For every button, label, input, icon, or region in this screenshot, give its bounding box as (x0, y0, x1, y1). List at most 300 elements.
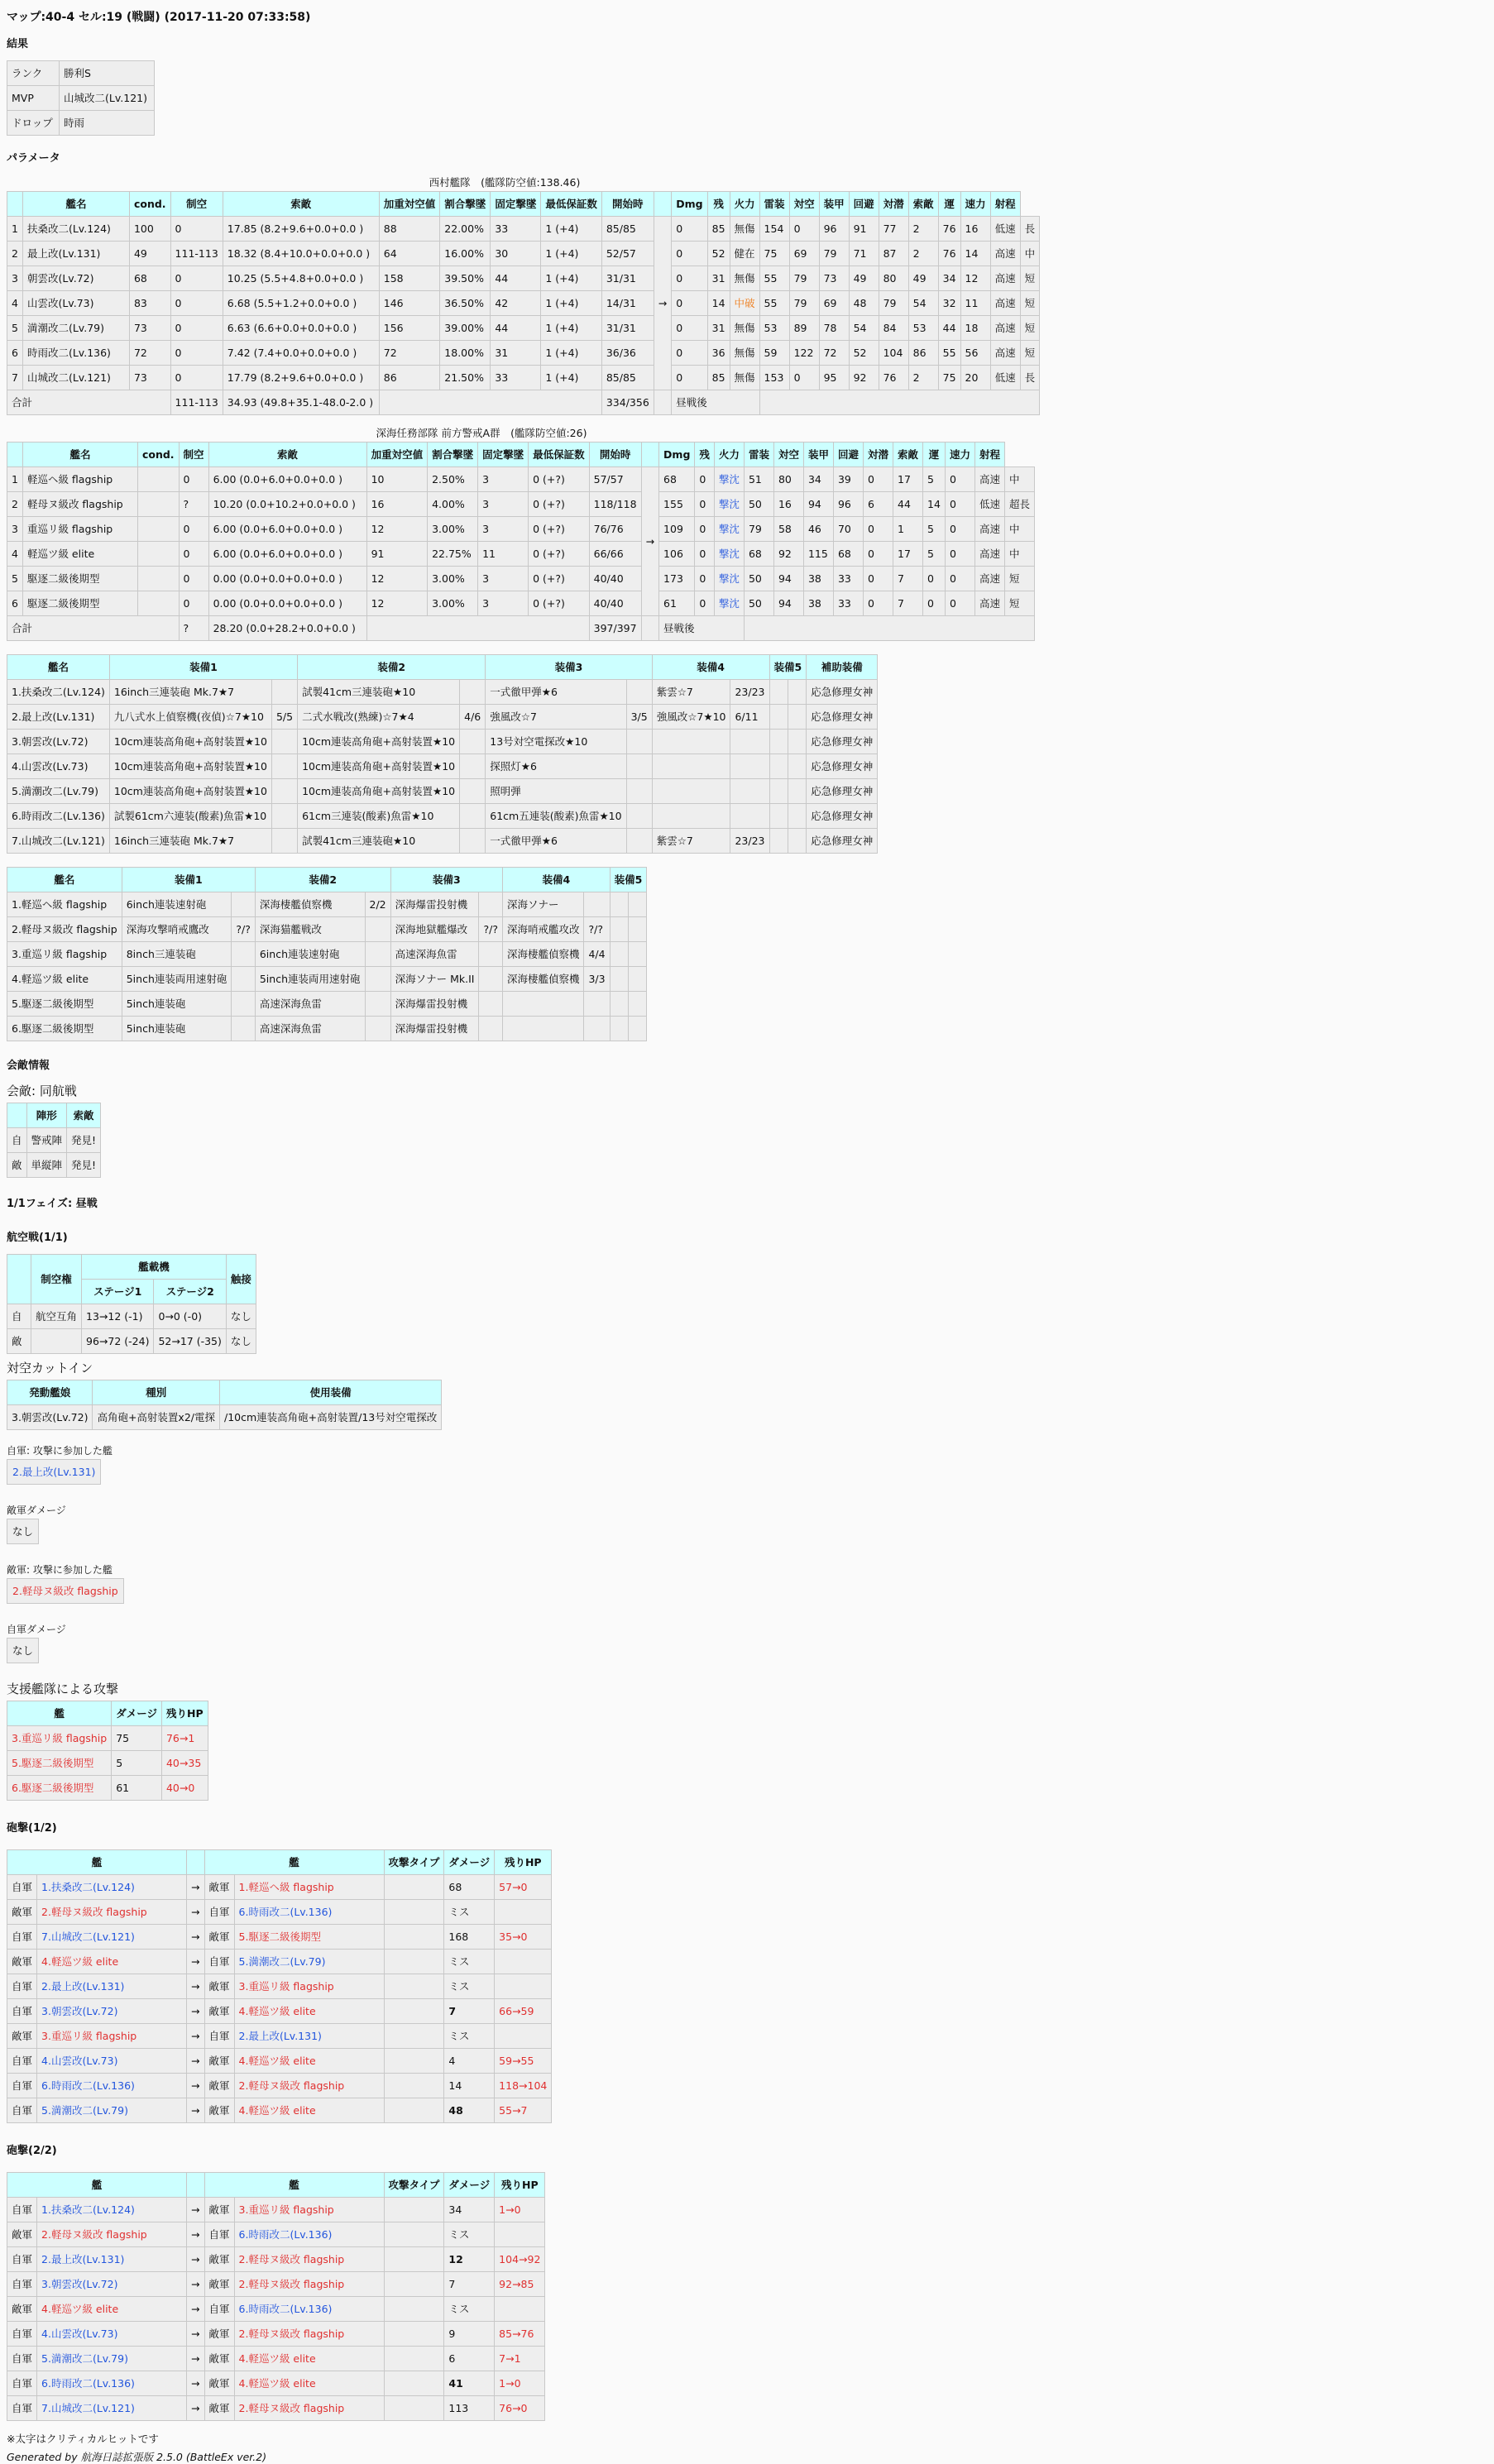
friendly-header-cell: 対潜 (879, 192, 908, 217)
equip-cell: 強風改☆7★10 (652, 705, 730, 730)
shelling-target: 4.軽巡ツ級 elite (234, 2371, 384, 2396)
fleet-cell: 14/31 (601, 291, 654, 316)
friendly-header-cell: 開始時 (601, 192, 654, 217)
fleet-cell: 83 (129, 291, 170, 316)
battle-report (7, 7, 1487, 2464)
enemy-header-cell: 残 (695, 443, 715, 467)
shelling-target: 2.軽母ヌ級改 flagship (234, 2247, 384, 2272)
equip-cell (626, 779, 652, 804)
fleet-cell: 91 (366, 542, 428, 567)
fleet-cell: 山雲改(Lv.73) (22, 291, 129, 316)
equip-cell (479, 992, 502, 1017)
shelling-remaining-hp (495, 1974, 552, 1999)
shelling-arrow: → (187, 2272, 204, 2297)
fleet-cell: 76 (879, 366, 908, 390)
fleet-cell: 39 (833, 467, 863, 492)
shelling-row (7, 2222, 545, 2247)
equip-header-cell: 装備3 (486, 655, 652, 680)
fleet-cell: 中 (1020, 242, 1040, 266)
equip-cell (788, 779, 806, 804)
equip-cell: 試製41cm三連装砲★10 (298, 680, 460, 705)
fleet-cell: 2 (908, 366, 938, 390)
shelling-remaining-hp: 118→104 (495, 2074, 552, 2098)
aaci-heading: 対空カットイン (7, 1361, 93, 1376)
fleet-cell: 56 (960, 341, 990, 366)
friendly-header-cell: 索敵 (223, 192, 379, 217)
shelling-damage: 6 (444, 2347, 495, 2371)
fleet-cell: 0 (695, 567, 715, 591)
aaci-table (7, 1380, 442, 1430)
friendly-header-cell: 対空 (789, 192, 819, 217)
fleet-cell: 無傷 (730, 266, 759, 291)
fleet-cell: 57/57 (589, 467, 641, 492)
aaci-cell: 高角砲+高射装置x2/電探 (93, 1405, 220, 1430)
friendly-header-cell: cond. (129, 192, 170, 217)
equip-cell: 強風改☆7 (486, 705, 626, 730)
fleet-cell: 7 (893, 591, 923, 616)
shelling-attacker: 4.軽巡ツ級 elite (37, 2297, 187, 2322)
shelling-attacker: 2.最上改(Lv.131) (37, 2247, 187, 2272)
equip-cell (271, 779, 297, 804)
equip-cell (628, 942, 646, 967)
shelling-arrow: → (187, 2198, 204, 2222)
fleet-cell: 0.00 (0.0+0.0+0.0+0.0 ) (208, 591, 366, 616)
fleet-cell: 撃沈 (714, 542, 744, 567)
air-friendly-attacker: 2.最上改(Lv.131) (7, 1459, 101, 1485)
shelling-attacker-side: 自軍 (7, 1999, 37, 2024)
shelling-arrow: → (187, 2247, 204, 2272)
fleet-cell: 0 (179, 542, 208, 567)
air-enemy-damage-label: 敵軍ダメージ (7, 1505, 66, 1516)
equip-cell: 5/5 (271, 705, 297, 730)
equip-cell: 深海爆雷投射機 (390, 1017, 479, 1041)
fleet-cell: 72 (819, 341, 849, 366)
shelling-attacker-side: 自軍 (7, 2049, 37, 2074)
aaci-cell: /10cm連装高角砲+高射装置/13号対空電探改 (220, 1405, 442, 1430)
fleet-cell: 17.79 (8.2+9.6+0.0+0.0 ) (223, 366, 379, 390)
equip-cell: 2/2 (365, 892, 390, 917)
fleet-cell: 超長 (1004, 492, 1034, 517)
equip-cell: 10cm連装高角砲+高射装置★10 (298, 730, 460, 754)
fleet-cell: 85/85 (601, 217, 654, 242)
fleet-cell: 10.25 (5.5+4.8+0.0+0.0 ) (223, 266, 379, 291)
fleet-row (7, 591, 1035, 616)
fleet-cell: 69 (789, 242, 819, 266)
equip-cell: 16inch三連装砲 Mk.7★7 (109, 829, 271, 854)
shelling-arrow: → (187, 2347, 204, 2371)
fleet-cell: 0 (945, 591, 974, 616)
shelling-attack-type (384, 2222, 444, 2247)
equip-cell (730, 804, 769, 829)
fleet-cell: 16 (960, 217, 990, 242)
fleet-cell: 30 (491, 242, 541, 266)
fleet-total-label: 合計 (7, 390, 171, 415)
air-header-cell: 触接 (226, 1255, 256, 1304)
equip-cell (628, 967, 646, 992)
friendly-fleet-caption: 西村艦隊 (艦隊防空値:138.46) (429, 176, 581, 189)
equip-cell: 2.軽母ヌ級改 flagship (7, 917, 122, 942)
equip-cell (365, 917, 390, 942)
fleet-cell: 31 (491, 341, 541, 366)
generator-credit: Generated by 航海日誌拡張版 2.5.0 (BattleEx ver.2) (7, 2451, 267, 2463)
fleet-cell: 89 (789, 316, 819, 341)
equip-cell (460, 730, 486, 754)
equip-cell: 紫雲☆7 (652, 680, 730, 705)
shelling-damage: ミス (444, 1974, 495, 1999)
encounter-header-cell: 陣形 (26, 1103, 67, 1128)
fleet-cell: 撃沈 (714, 492, 744, 517)
encounter-row (7, 1128, 101, 1153)
shelling-attacker-side: 敵軍 (7, 2024, 37, 2049)
shelling-target-side: 自軍 (204, 2024, 234, 2049)
equip-cell: 高速深海魚雷 (255, 1017, 365, 1041)
support-row (7, 1776, 208, 1801)
air-header-cell: 艦載機 (82, 1255, 227, 1280)
fleet-cell: 0 (695, 591, 715, 616)
fleet-cell: 中破 (730, 291, 759, 316)
support-hp: 40→35 (161, 1751, 208, 1776)
fleet-cell: 64 (379, 242, 440, 266)
shelling-target: 3.重巡リ級 flagship (234, 2198, 384, 2222)
fleet-cell: 154 (759, 217, 789, 242)
equip-header-cell: 装備2 (255, 868, 390, 892)
fleet-cell: 0 (864, 591, 893, 616)
equip-cell: 応急修理女神 (807, 829, 878, 854)
fleet-cell: 重巡リ級 flagship (22, 517, 137, 542)
shelling-target: 1.軽巡ヘ級 flagship (234, 1875, 384, 1900)
equip-cell: 23/23 (730, 680, 769, 705)
shelling-damage: ミス (444, 2024, 495, 2049)
equip-cell (365, 992, 390, 1017)
shelling-header-cell: 攻撃タイプ (384, 2173, 444, 2198)
equip-cell (788, 705, 806, 730)
shelling-arrow: → (187, 1950, 204, 1974)
fleet-total-spacer (641, 616, 658, 641)
equip-cell (626, 804, 652, 829)
fleet-cell: 14 (707, 291, 730, 316)
fleet-cell: 77 (879, 217, 908, 242)
equip-cell: 二式水戦改(熟練)☆7★4 (298, 705, 460, 730)
shelling-target-side: 敵軍 (204, 1875, 234, 1900)
equip-row (7, 804, 878, 829)
fleet-cell: 中 (1004, 542, 1034, 567)
shelling-target: 2.軽母ヌ級改 flagship (234, 2074, 384, 2098)
fleet-cell: 1 (+4) (541, 242, 602, 266)
equip-header-cell: 艦名 (7, 655, 110, 680)
fleet-total-spacer (379, 390, 601, 415)
fleet-cell: 3.00% (428, 567, 478, 591)
fleet-row (7, 242, 1040, 266)
fleet-total-hp: 334/356 (601, 390, 654, 415)
enemy-header-cell (641, 443, 658, 467)
equip-cell: 深海猫艦戦改 (255, 917, 365, 942)
shelling-attack-type (384, 2396, 444, 2421)
fleet-cell: 時雨改二(Lv.136) (22, 341, 129, 366)
shelling-remaining-hp: 57→0 (495, 1875, 552, 1900)
fleet-cell: 1 (+4) (541, 341, 602, 366)
result-table (7, 60, 155, 136)
fleet-cell: 0 (170, 291, 223, 316)
equip-cell (652, 804, 730, 829)
fleet-cell: 79 (744, 517, 773, 542)
shelling-arrow: → (187, 1974, 204, 1999)
equip-cell (271, 754, 297, 779)
shelling-arrow: → (187, 1925, 204, 1950)
fleet-row (7, 542, 1035, 567)
equip-cell: 6inch連装速射砲 (122, 892, 232, 917)
air-enemy-attacker: 2.軽母ヌ級改 flagship (7, 1578, 124, 1604)
fleet-cell: 55 (759, 266, 789, 291)
shelling-target: 6.時雨改二(Lv.136) (234, 1900, 384, 1925)
result-label: ランク (7, 61, 60, 86)
shelling-arrow: → (187, 2024, 204, 2049)
shelling-row (7, 1875, 552, 1900)
fleet-cell (137, 542, 179, 567)
fleet-cell: 1 (+4) (541, 266, 602, 291)
air-cell: 0→0 (-0) (154, 1304, 226, 1329)
fleet-cell: 高速 (974, 591, 1004, 616)
fleet-cell: 20 (960, 366, 990, 390)
fleet-cell: 0 (672, 266, 707, 291)
fleet-cell: 17 (893, 467, 923, 492)
equip-cell: 1.扶桑改二(Lv.124) (7, 680, 110, 705)
shelling-remaining-hp: 59→55 (495, 2049, 552, 2074)
fleet-cell: 5 (923, 467, 946, 492)
fleet-row (7, 467, 1035, 492)
equip-header (7, 655, 878, 680)
fleet-cell: 7 (893, 567, 923, 591)
shelling-damage: 68 (444, 1875, 495, 1900)
encounter-header (7, 1103, 101, 1128)
equip-cell (628, 917, 646, 942)
fleet-cell: 40/40 (589, 591, 641, 616)
fleet-cell: 38 (803, 567, 833, 591)
shelling-target: 4.軽巡ツ級 elite (234, 2347, 384, 2371)
friendly-fleet-table (7, 191, 1040, 415)
enemy-fleet-table (7, 442, 1035, 641)
fleet-cell: 1 (7, 217, 23, 242)
fleet-cell: 84 (879, 316, 908, 341)
equip-cell: 応急修理女神 (807, 804, 878, 829)
fleet-cell: 52/57 (601, 242, 654, 266)
shelling-remaining-hp: 7→1 (495, 2347, 545, 2371)
fleet-cell: 撃沈 (714, 517, 744, 542)
shelling-attacker: 4.山雲改(Lv.73) (37, 2049, 187, 2074)
fleet-cell: 長 (1020, 217, 1040, 242)
fleet-cell: 36 (707, 341, 730, 366)
shelling-target-side: 敵軍 (204, 2074, 234, 2098)
fleet-cell: 61 (659, 591, 695, 616)
friendly-equipment-table (7, 654, 878, 854)
equip-row (7, 730, 878, 754)
shelling-damage: 34 (444, 2198, 495, 2222)
equip-cell (232, 992, 255, 1017)
equip-cell: 16inch三連装砲 Mk.7★7 (109, 680, 271, 705)
fleet-total-los: 28.20 (0.0+28.2+0.0+0.0 ) (208, 616, 366, 641)
fleet-cell: 4.00% (428, 492, 478, 517)
fleet-cell: 58 (773, 517, 803, 542)
equip-cell (460, 680, 486, 705)
friendly-header-cell: 火力 (730, 192, 759, 217)
equip-cell (610, 992, 628, 1017)
friendly-header-cell (7, 192, 23, 217)
fleet-total-spacer (366, 616, 589, 641)
enemy-header-cell: 火力 (714, 443, 744, 467)
fleet-cell: 6 (7, 591, 23, 616)
shelling-damage: ミス (444, 2297, 495, 2322)
shelling-header-cell: 攻撃タイプ (384, 1850, 444, 1875)
air-cell: 自 (7, 1304, 31, 1329)
fleet-cell: 高速 (990, 291, 1020, 316)
fleet-cell: 95 (819, 366, 849, 390)
friendly-header-cell: 索敵 (908, 192, 938, 217)
air-cell: なし (226, 1329, 256, 1354)
fleet-cell: 85 (707, 366, 730, 390)
fleet-cell: 16 (773, 492, 803, 517)
shelling-arrow: → (187, 2222, 204, 2247)
shelling-remaining-hp: 76→0 (495, 2396, 545, 2421)
fleet-cell: 17 (893, 542, 923, 567)
fleet-cell: 無傷 (730, 217, 759, 242)
fleet-cell: 0 (789, 366, 819, 390)
support-header-cell: ダメージ (112, 1701, 162, 1726)
fleet-cell: 12 (366, 591, 428, 616)
shelling-row (7, 1974, 552, 1999)
shelling-attacker: 6.時雨改二(Lv.136) (37, 2371, 187, 2396)
equip-header-cell: 装備3 (390, 868, 502, 892)
encounter-cell: 発見! (67, 1153, 101, 1178)
fleet-cell: 100 (129, 217, 170, 242)
shelling-attack-type (384, 2049, 444, 2074)
shelling-header-cell: 残りHP (495, 2173, 545, 2198)
air-cell: 航空互角 (31, 1304, 82, 1329)
friendly-header-cell: 加重対空値 (379, 192, 440, 217)
shelling-attacker: 4.軽巡ツ級 elite (37, 1950, 187, 1974)
shelling-arrow: → (187, 1999, 204, 2024)
fleet-cell: 111-113 (170, 242, 223, 266)
fleet-cell: 高速 (990, 242, 1020, 266)
fleet-cell: 0 (+?) (529, 542, 590, 567)
fleet-cell: 扶桑改二(Lv.124) (22, 217, 129, 242)
fleet-cell: 96 (833, 492, 863, 517)
equip-cell: 高速深海魚雷 (255, 992, 365, 1017)
fleet-cell: 36.50% (440, 291, 491, 316)
shelling-target-side: 敵軍 (204, 2322, 234, 2347)
shelling-arrow: → (187, 2098, 204, 2123)
fleet-cell: 0 (672, 316, 707, 341)
equip-row (7, 705, 878, 730)
shelling-target: 6.時雨改二(Lv.136) (234, 2297, 384, 2322)
params-heading: パラメータ (7, 152, 60, 165)
fleet-cell: 2 (7, 492, 23, 517)
equip-cell: 深海ソナー (502, 892, 584, 917)
shelling-row (7, 2074, 552, 2098)
fleet-cell: 5 (7, 316, 23, 341)
fleet-cell: 0 (179, 467, 208, 492)
equip-cell (788, 804, 806, 829)
shelling-damage: 14 (444, 2074, 495, 2098)
fleet-total-spacer (759, 390, 1040, 415)
fleet-cell: 42 (491, 291, 541, 316)
fleet-cell: 高速 (990, 266, 1020, 291)
fleet-cell: 14 (960, 242, 990, 266)
equip-cell: 応急修理女神 (807, 705, 878, 730)
support-hp: 76→1 (161, 1726, 208, 1751)
fleet-cell: 3 (7, 517, 23, 542)
fleet-cell: 52 (707, 242, 730, 266)
equip-cell (769, 779, 788, 804)
fleet-cell: 0 (923, 591, 946, 616)
fleet-cell: 51 (744, 467, 773, 492)
shelling-remaining-hp (495, 1950, 552, 1974)
shelling-target: 2.軽母ヌ級改 flagship (234, 2322, 384, 2347)
fleet-cell: 79 (789, 291, 819, 316)
equip-cell (479, 1017, 502, 1041)
equip-cell: 10cm連装高角砲+高射装置★10 (298, 779, 460, 804)
fleet-cell: 高速 (974, 517, 1004, 542)
shelling-target: 4.軽巡ツ級 elite (234, 1999, 384, 2024)
fleet-cell: 0 (672, 242, 707, 266)
equip-cell (232, 892, 255, 917)
result-row (7, 61, 155, 86)
equip-row (7, 992, 647, 1017)
fleet-cell: 0 (+?) (529, 467, 590, 492)
equip-cell (584, 992, 610, 1017)
aaci-header-cell: 使用装備 (220, 1380, 442, 1405)
footer-note: ※太字はクリティカルヒットです (7, 2433, 159, 2445)
friendly-header-cell: 制空 (170, 192, 223, 217)
support-table (7, 1701, 208, 1801)
fleet-cell: 54 (908, 291, 938, 316)
fleet-cell: 48 (849, 291, 879, 316)
equip-cell: 6.駆逐二級後期型 (7, 1017, 122, 1041)
fleet-cell: 31/31 (601, 316, 654, 341)
shelling-target: 2.軽母ヌ級改 flagship (234, 2272, 384, 2297)
fleet-cell: 158 (379, 266, 440, 291)
fleet-cell: 撃沈 (714, 591, 744, 616)
equip-cell: 深海爆雷投射機 (390, 992, 479, 1017)
fleet-cell: 75 (938, 366, 960, 390)
fleet-cell: 146 (379, 291, 440, 316)
equip-cell: 6inch連装速射砲 (255, 942, 365, 967)
shelling-row (7, 2396, 545, 2421)
equip-cell (479, 967, 502, 992)
fleet-cell: 2 (908, 242, 938, 266)
fleet-cell: 0 (+?) (529, 517, 590, 542)
fleet-cell: 16 (366, 492, 428, 517)
enemy-header-cell: cond. (137, 443, 179, 467)
fleet-cell: 0 (945, 517, 974, 542)
fleet-cell: 6.00 (0.0+6.0+0.0+0.0 ) (208, 542, 366, 567)
equip-cell: 一式徹甲弾★6 (486, 680, 626, 705)
fleet-cell: 33 (491, 217, 541, 242)
enemy-header-cell: Dmg (659, 443, 695, 467)
fleet-total-status: 昼戦後 (672, 390, 759, 415)
equip-cell: 8inch三連装砲 (122, 942, 232, 967)
equip-cell (271, 680, 297, 705)
shelling-arrow: → (187, 2074, 204, 2098)
equip-cell: 3/5 (626, 705, 652, 730)
shelling-attacker: 3.朝雲改(Lv.72) (37, 2272, 187, 2297)
equip-row (7, 829, 878, 854)
fleet-cell: 53 (759, 316, 789, 341)
shelling-arrow: → (187, 1875, 204, 1900)
equip-cell: 3.朝雲改(Lv.72) (7, 730, 110, 754)
fleet-cell: 健在 (730, 242, 759, 266)
result-label: MVP (7, 86, 60, 111)
fleet-cell: 78 (819, 316, 849, 341)
shelling-attack-type (384, 2024, 444, 2049)
